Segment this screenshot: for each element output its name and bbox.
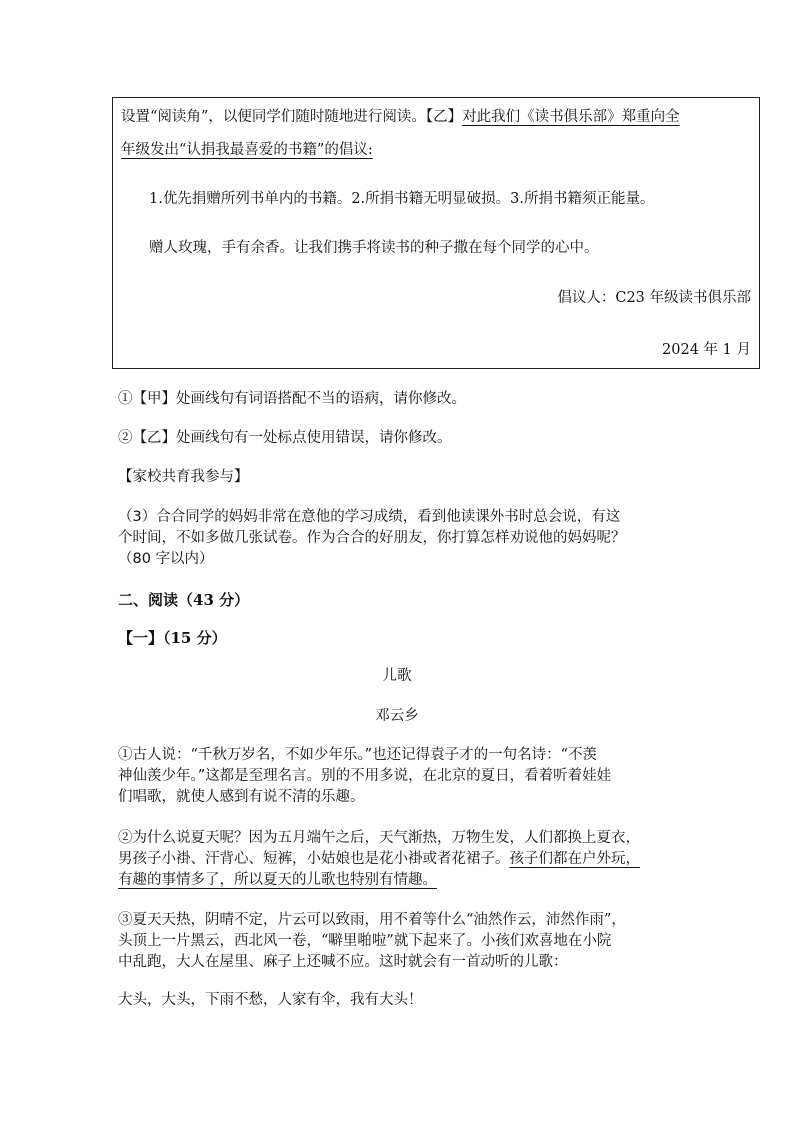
question-2: ②【乙】处画线句有一处标点使用错误，请你修改。 [118, 430, 452, 446]
essay-p3-line-1: ③夏天天热，阴晴不定，片云可以致雨，用不着等什么“油然作云，沛然作雨”， [118, 912, 626, 928]
essay-underlined-sentence-b: 有趣的事情多了，所以夏天的儿歌也特别有情趣。 [118, 872, 437, 888]
proposal-line-2: 年级发出“认捐我最喜爱的书籍”的倡议: [121, 142, 373, 158]
proposal-rules: 1.优先捐赠所列书单内的书籍。2.所捐书籍无明显破损。3.所捐书籍须正能量。 [149, 191, 655, 207]
essay-author: 邓云乡 [375, 708, 419, 724]
essay-title: 儿歌 [382, 668, 412, 684]
proposal-box [112, 97, 760, 369]
essay-p1-line-3: 们唱歌，就使人感到有说不清的乐趣。 [118, 789, 365, 805]
essay-p3-line-3: 中乱跑，大人在屋里、麻子上还喊不应。这时就会有一首动听的儿歌： [118, 954, 568, 970]
proposal-closing: 赠人玫瑰，手有余香。让我们携手将读书的种子撒在每个同学的心中。 [149, 240, 599, 256]
proposal-line-1 [121, 107, 680, 127]
question-1: ①【甲】处画线句有词语搭配不当的语病，请你修改。 [118, 391, 466, 407]
essay-nursery-rhyme: 大头，大头，下雨不愁，人家有伞，我有大头！ [118, 992, 423, 1008]
section-home-school: 【家校共育我参与】 [118, 469, 249, 485]
question-3-line-3: （80 字以内） [118, 551, 214, 567]
essay-p3-line-2: 头顶上一片黑云，西北风一卷，“噼里啪啦”就下起来了。小孩们欢喜地在小院 [118, 933, 612, 949]
proposal-line-1-text: 设置“阅读角”，以便同学们随时随地进行阅读。【乙】 [121, 109, 463, 125]
proposal-signature: 倡议人：C23 年级读书俱乐部 [557, 290, 751, 306]
essay-p2-line-1: ②为什么说夏天呢？因为五月端午之后，天气渐热，万物生发，人们都换上夏衣， [118, 830, 640, 846]
essay-p2-line-2 [118, 849, 640, 869]
essay-underlined-sentence-a: 孩子们都在户外玩， [509, 851, 640, 867]
proposal-date: 2024 年 1 月 [662, 342, 751, 358]
essay-p1-line-2: 神仙羡少年。”这都是至理名言。别的不用多说，在北京的夏日，看着听着娃娃 [118, 768, 612, 784]
question-3-line-2: 个时间，不如多做几张试卷。作为合合的好朋友，你打算怎样劝说他的妈妈呢？ [118, 530, 626, 546]
question-3-line-1: （3）合合同学的妈妈非常在意他的学习成绩，看到他读课外书时总会说，有这 [118, 509, 621, 525]
underlined-sentence-yi: 对此我们《读书俱乐部》郑重向全 [462, 109, 680, 125]
essay-p2-line-2-text: 男孩子小褂、汗背心、短裤，小姑娘也是花小褂或者花裙子。 [118, 851, 510, 867]
part-1-heading: 【一】（15 分） [118, 629, 227, 647]
section-2-heading: 二、阅读（43 分） [118, 591, 250, 609]
essay-p1-line-1: ①古人说：“千秋万岁名，不如少年乐。”也还记得袁子才的一句名诗：“不羡 [118, 747, 597, 763]
